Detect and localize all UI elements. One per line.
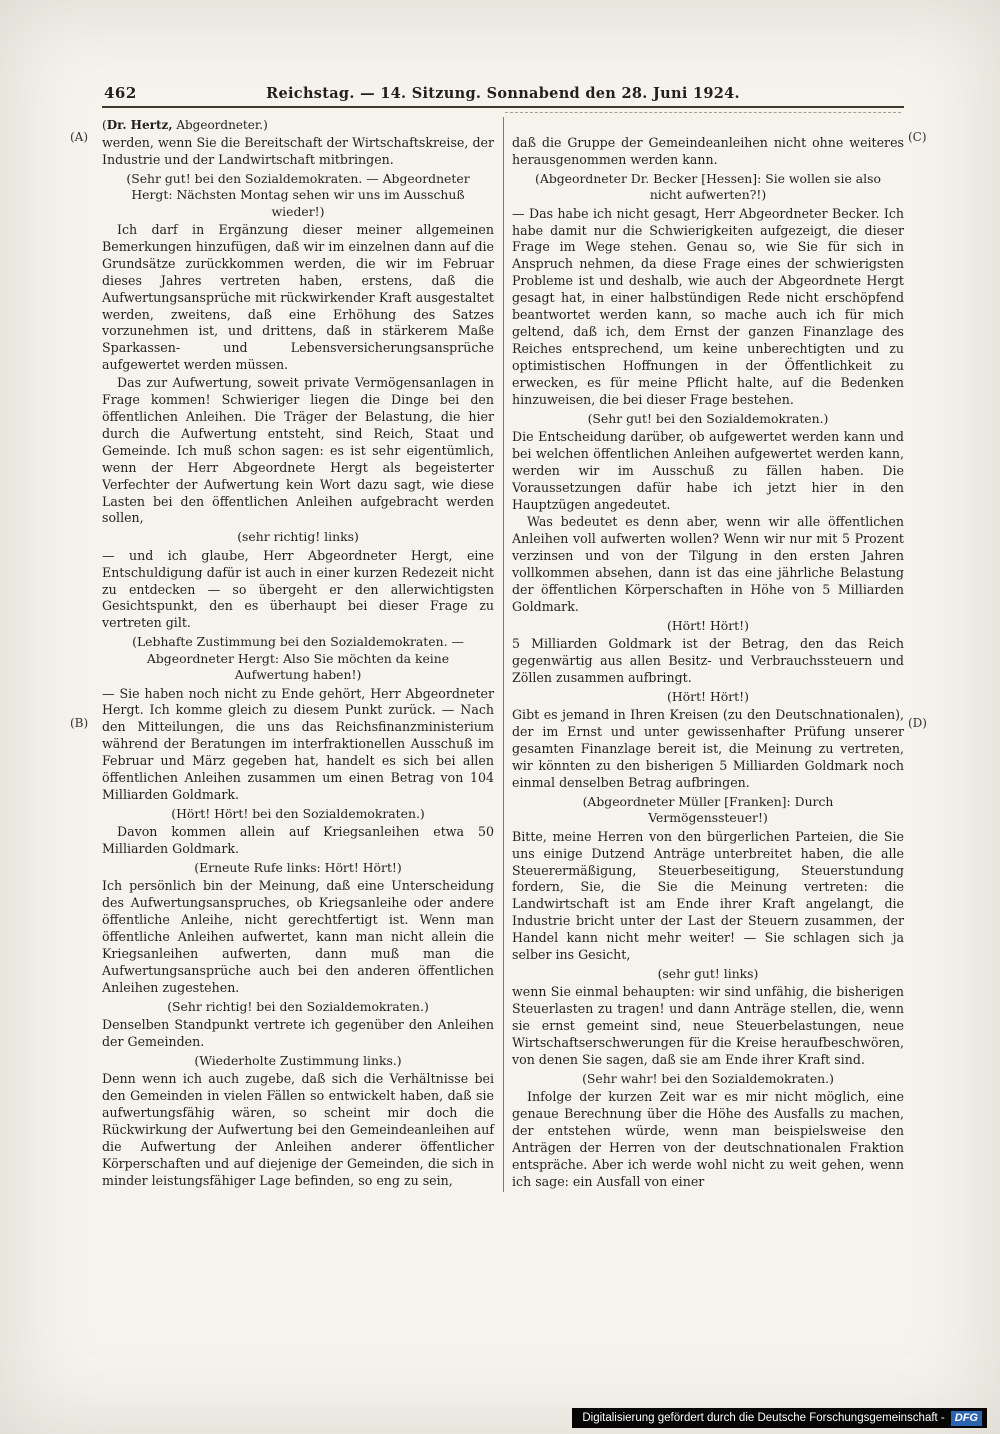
stage-direction: (Sehr wahr! bei den Sozialdemokraten.) [582,1070,834,1086]
margin-mark-d: (D) [908,716,927,730]
text-columns [102,117,904,1192]
margin-mark-c: (C) [908,130,927,144]
paragraph: — Das habe ich nicht gesagt, Herr Abgeordneter Becker. Ich habe damit nur die Schwierigkeiten aufgezeigt, die dieser Frage im Wege stehen. Genau so, wie Sie für sich in Anspruch nehmen, da diese Frage eines der schwierigsten Probleme ist und deshalb, wie auch der Abgeordnete Hergt gesagt hat, in einer halbstündigen Rede nicht erschöpfend beantwortet werden kann, so mache auch ich für mich geltend, daß ich, dem Ernst der ganzen Finanzlage des Reiches entsprechend, um keine unberechtigten und zu optimistischen Hoffnungen in der Öffentlichkeit zu erwecken, es für meine Pflicht halte, auf die Bedenken hinzuweisen, die bei dieser Frage bestehen. [512,205,904,407]
stage-direction: (Erneute Rufe links: Hört! Hört!) [194,860,402,876]
paragraph: Gibt es jemand in Ihren Kreisen (zu den Deutschnationalen), der im Ernst und unter gewissenhafter Prüfung unserer gesamten Finanzlage bereit ist, die Meinung zu vertreten, wir könnten zu den bisherigen 5 Milliarden Goldmark noch einmal denselben Betrag aufbringen. [512,707,904,791]
page-header-title: Reichstag. — 14. Sitzung. Sonnabend den 28. Juni 1924. [266,85,740,102]
scan-artifact-line [505,112,901,113]
stage-direction: (Abgeordneter Dr. Becker [Hessen]: Sie wollen sie also nicht aufwerten?!) [535,170,881,203]
stage-direction: (sehr gut! links) [657,966,759,981]
left-column [102,117,494,1192]
stage-direction: (Abgeordneter Müller [Franken]: Durch Vermögenssteuer!) [582,793,834,826]
speaker-note-open: ( [102,118,107,132]
paragraph: Bitte, meine Herren von den bürgerlichen Parteien, die Sie uns einige Dutzend Anträge unterbreitet haben, die alle Steuerermäßigung, Steuerbeseitigung, Steuerstundung fordern, Sie, die Sie die Meinung vertreten: die Landwirtschaft ist am Ende ihrer Kraft angelangt, die Industrie bricht unter der Last der Steuern zusammen, der Handel kann nicht mehr weiter! — Sie schlagen sich ja selber ins Gesicht, [512,828,904,963]
paragraph: Die Entscheidung darüber, ob aufgewertet werden kann und bei welchen öffentlichen Anleihen aufgewertet werden kann, werden wir im Ausschuß zu fällen haben. Die Voraussetzungen dafür habe ich jetzt hier in den Hauptzügen angedeutet. [512,428,904,512]
stage-direction: (sehr richtig! links) [237,529,359,545]
stage-direction: (Sehr richtig! bei den Sozialdemokraten.) [167,998,429,1014]
right-column [512,117,904,1192]
paragraph: wenn Sie einmal behaupten: wir sind unfähig, die bisherigen Steuerlasten zu tragen! und dann Anträge stellen, die, wenn sie ernst gemeint sind, neue Steuerbelastungen, neue Wirtschaftserschwerungen für die Kreise heraufbeschwören, von denen Sie sagen, daß sie am Ende ihrer Kraft sind. [512,984,904,1068]
speaker-note [102,117,494,134]
column-divider [503,117,504,1192]
dfg-logo: DFG [951,1411,982,1426]
paragraph: Infolge der kurzen Zeit war es mir nicht möglich, eine genaue Berechnung über die Höhe des Ausfalls zu machen, der entstehen würde, wenn man beispielsweise den Anträgen der Herren von der deutschnationalen Fraktion entspräche. Aber ich werde wohl nicht zu weit gehen, wenn ich sage: ein Ausfall von einer [512,1089,904,1189]
margin-mark-b: (B) [70,716,89,730]
paragraph: werden, wenn Sie die Bereitschaft der Wirtschaftskreise, der Industrie und der Landwirtschaft mitbringen. [102,135,494,167]
paragraph: Ich persönlich bin der Meinung, daß eine Unterscheidung des Aufwertungsanspruches, ob Kriegsanleihe oder andere öffentliche Anleihe, nicht gerechtfertigt ist. Wenn man öffentliche Anleihen aufwertet, kann man nicht allein die Kriegsanleihen aufwerten, dann muß man die Aufwertungsansprüche auch bei den anderen öffentlichen Anleihen zugestehen. [102,878,494,995]
paragraph: Ich darf in Ergänzung dieser meiner allgemeinen Bemerkungen hinzufügen, daß wir im einzelnen dann auf die Grundsätze zurückkommen werden, die wir im Februar dieses Jahres vertreten haben, erstens, daß die Aufwertungsansprüche mit rückwirkender Kraft ausgestaltet werden, zweitens, daß eine Erhöhung des Satzes vorzunehmen ist, und drittens, daß in stärkerem Maße Sparkassen- und Lebensversicherungsansprüche aufgewertet werden müssen. [102,222,494,373]
paragraph: Denselben Standpunkt vertrete ich gegenüber den Anleihen der Gemeinden. [102,1017,494,1050]
digitization-credit-text: Digitalisierung gefördert durch die Deutsche Forschungsgemeinschaft - [582,1412,945,1424]
stage-direction: (Sehr gut! bei den Sozialdemokraten. — Abgeordneter Hergt: Nächsten Montag sehen wir uns im Ausschuß wieder!) [126,170,470,219]
paragraph: — Sie haben noch nicht zu Ende gehört, Herr Abgeordneter Hergt. Ich komme gleich zu diesem Punkt zurück. — Nach den Mitteilungen, die uns das Reichsfinanzministerium während der Beratungen im interfraktionellen Ausschuß im Februar und März gegeben hat, handelt es sich bei allen öffentlichen Anleihen zusammen um einen Betrag von 104 Milliarden Goldmark. [102,685,494,802]
paragraph: Denn wenn ich auch zugebe, daß sich die Verhältnisse bei den Gemeinden in vielen Fällen so entwickelt haben, daß sie aufwertungsfähig wären, so scheint mir doch die Rückwirkung der Aufwertung bei den Gemeindeanleihen auf die Aufwertung der Anleihen anderer öffentlicher Körperschaften und auf diejenige der Gemeinden, die sich in minder leistungsfähiger Lage befinden, so eng zu sein, [102,1071,494,1188]
page-header [102,84,904,104]
paragraph: 5 Milliarden Goldmark ist der Betrag, den das Reich gegenwärtig aus allen Besitz- und Verbrauchssteuern und Zöllen zusammen aufbringt. [512,636,904,686]
stage-direction: (Hört! Hört!) [667,689,749,704]
stage-direction: (Hört! Hört!) [667,617,749,633]
paragraph: Das zur Aufwertung, soweit private Vermögensanlagen in Frage kommen! Schwieriger liegen die Dinge bei den öffentlichen Anleihen. Die Träger der Belastung, die hier durch die Aufwertung entsteht, sind Reich, Staat und Gemeinde. Ich muß schon sagen: es ist sehr eigentümlich, wenn der Herr Abgeordnete Hergt als begeisterter Verfechter der Aufwertung kein Wort dazu sagt, wie diese Lasten bei den öffentlichen Anleihen aufgebracht werden sollen, [102,375,494,526]
header-rule [102,106,904,108]
stage-direction: (Hört! Hört! bei den Sozialdemokraten.) [171,805,425,821]
page-number: 462 [104,84,137,102]
stage-direction: (Wiederholte Zustimmung links.) [194,1053,402,1069]
stage-direction: (Lebhafte Zustimmung bei den Sozialdemokraten. — Abgeordneter Hergt: Also Sie möchten da keine Aufwertung haben!) [132,634,464,683]
digitization-credit-bar [572,1408,987,1428]
stage-direction: (Sehr gut! bei den Sozialdemokraten.) [587,410,829,426]
margin-mark-a: (A) [70,130,89,144]
paragraph: Was bedeutet es denn aber, wenn wir alle öffentlichen Anleihen voll aufwerten wollen? Wenn wir nur mit 5 Prozent verzinsen und von der Tilgung in den ersten Jahren vollkommen absehen, dann ist das eine jährliche Belastung der öffentlichen Körperschaften in Höhe von 5 Milliarden Goldmark. [512,514,904,614]
speaker-name: Dr. Hertz, [106,118,173,132]
paragraph: Davon kommen allein auf Kriegsanleihen etwa 50 Milliarden Goldmark. [102,824,494,857]
paragraph: daß die Gruppe der Gemeindeanleihen nicht ohne weiteres herausgenommen werden kann. [512,135,904,167]
speaker-note-rest: Abgeordneter.) [172,118,268,132]
paragraph: — und ich glaube, Herr Abgeordneter Hergt, eine Entschuldigung dafür ist auch in einer kurzen Redezeit nicht zu entdecken — so übergeht er den allerwichtigsten Gesichtspunkt, den es überhaupt bei dieser Frage zu vertreten gilt. [102,547,494,631]
